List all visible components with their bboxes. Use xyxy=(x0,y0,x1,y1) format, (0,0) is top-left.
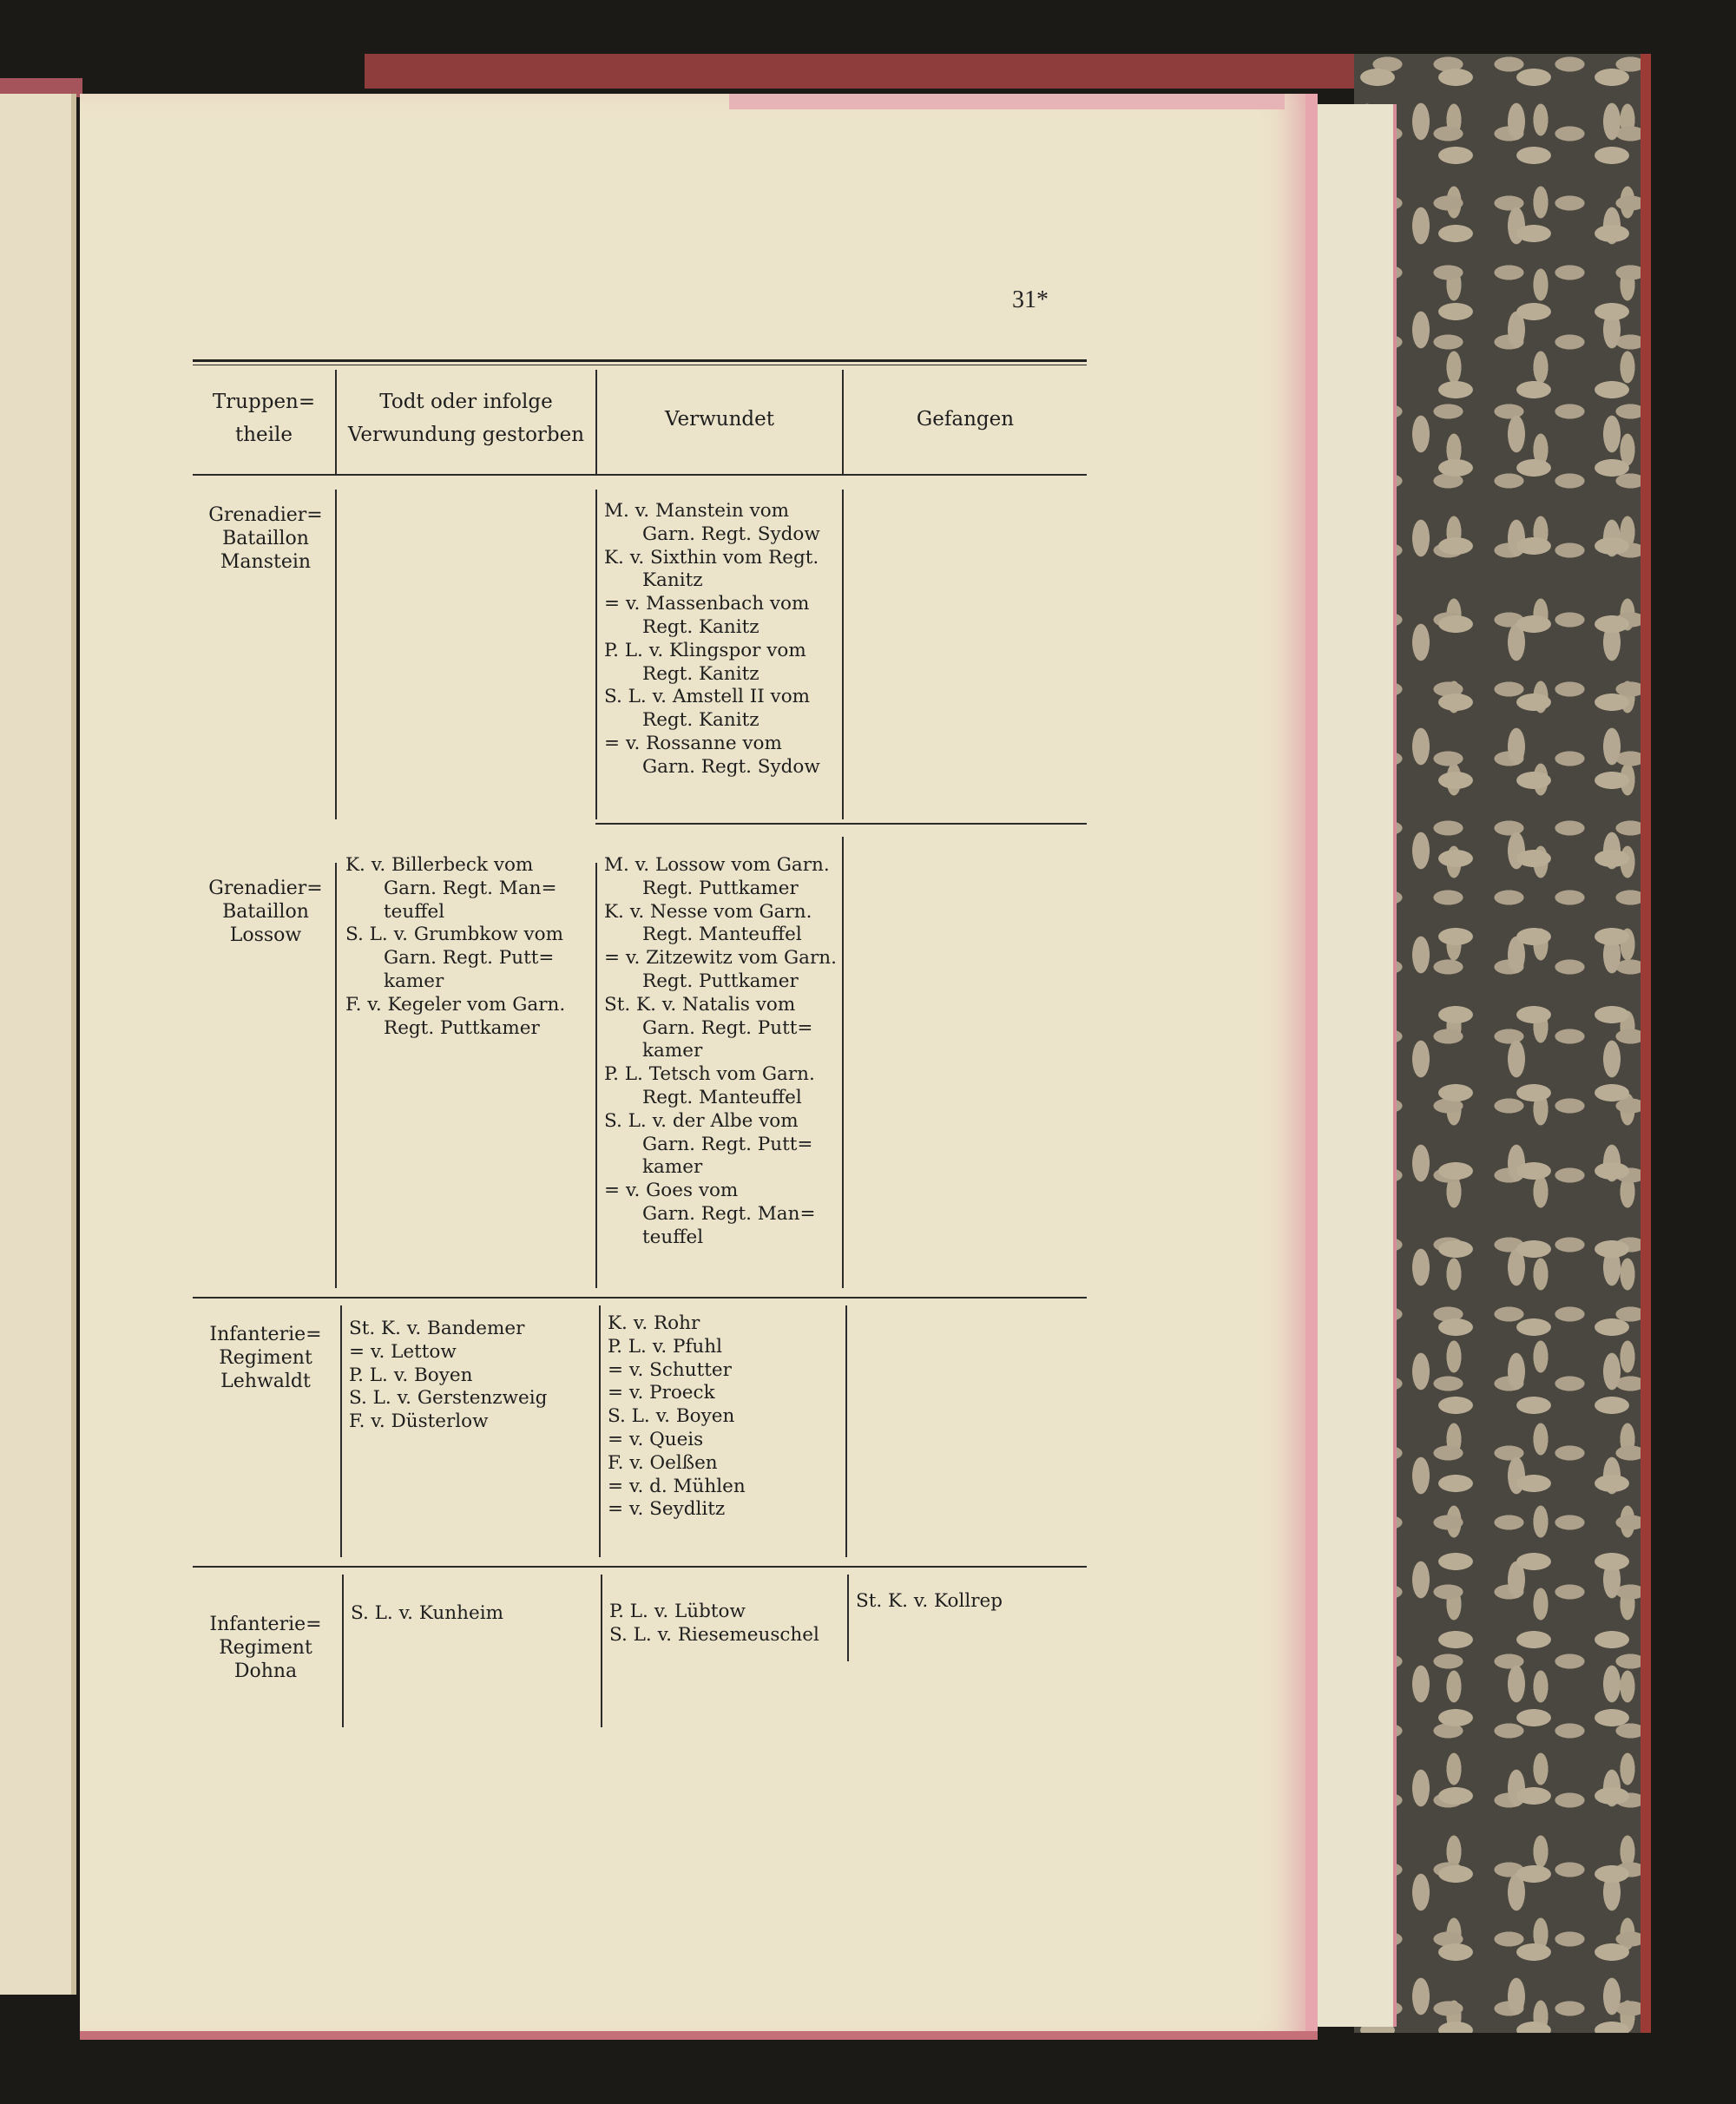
col-line-3-row-3 xyxy=(845,1305,847,1557)
col-line-2-row-3 xyxy=(599,1305,601,1557)
unit-cell: Infanterie= Regiment Lehwaldt xyxy=(209,1324,322,1392)
wounded-cell: M. v. Manstein vom Garn. Regt. Sydow K. v. Sixthin vom Regt. Kanitz = v. Massenbach vom Regt. Kanitz P. L. v. Klingspor vom Regt. Kanitz S. L. v. Amstell II vom Regt. Kanitz = v. Rossanne vom Garn. Regt. Sydow xyxy=(604,500,820,778)
col-line-3-row-1 xyxy=(842,490,844,819)
wounded-cell: K. v. Rohr P. L. v. Pfuhl = v. Schutter = v. Proeck S. L. v. Boyen = v. Queis F. v. Oelßen = v. d. Mühlen = v. Seydlitz xyxy=(608,1312,746,1521)
wounded-cell: M. v. Lossow vom Garn. Regt. Puttkamer K. v. Nesse vom Garn. Regt. Manteuffel = v. Zitzewitz vom Garn. Regt. Puttkamer St. K. v. Natalis vom Garn. Regt. Putt= kamer P. L. Tetsch vom Garn. Regt. Manteuffel S. L. v. der Albe vom Garn. Regt. Putt= kamer = v. Goes vom Garn. Regt. Man= teuffel xyxy=(604,854,837,1248)
col-line-1-row-3 xyxy=(340,1305,342,1557)
dead-cell: St. K. v. Bandemer = v. Lettow P. L. v. Boyen S. L. v. Gerstenzweig F. v. Düsterlow xyxy=(349,1318,548,1433)
casualty-table xyxy=(193,359,1087,1727)
left-page xyxy=(0,94,76,1995)
unit-cell: Grenadier= Bataillon Manstein xyxy=(208,504,323,573)
header-captured: Gefangen xyxy=(916,408,1015,431)
row-rule-3 xyxy=(193,1566,1087,1568)
book-cover-patterned xyxy=(1354,54,1651,2033)
col-line-2-row-2 xyxy=(595,863,597,1288)
col-line-2-row-4 xyxy=(601,1575,602,1727)
col-line-1-row-4 xyxy=(342,1575,344,1727)
captured-cell: St. K. v. Kollrep xyxy=(856,1590,1003,1612)
col-line-3-row-2 xyxy=(842,837,844,1288)
col-line-3-row-4 xyxy=(847,1575,849,1661)
page-red-edge-top xyxy=(729,94,1285,109)
col-line-2-row-1 xyxy=(595,490,597,819)
row-rule-2 xyxy=(193,1297,1087,1299)
header-rule xyxy=(193,474,1087,476)
header-wounded: Verwundet xyxy=(665,408,774,431)
table-top-rule xyxy=(193,359,1087,362)
dead-cell: S. L. v. Kunheim xyxy=(351,1602,503,1624)
header-dead: Todt oder infolge Verwundung gestorben xyxy=(347,391,585,446)
header-unit: Truppen= theile xyxy=(212,391,316,446)
wounded-cell: P. L. v. Lübtow S. L. v. Riesemeuschel xyxy=(609,1601,819,1646)
page-number: 31* xyxy=(1012,286,1049,313)
page-red-edge-bottom xyxy=(80,2031,1318,2040)
dead-cell: K. v. Billerbeck vom Garn. Regt. Man= teuffel S. L. v. Grumbkow vom Garn. Regt. Putt= kamer F. v. Kegeler vom Garn. Regt. Puttkamer xyxy=(345,854,566,1039)
unit-cell: Grenadier= Bataillon Lossow xyxy=(208,878,323,946)
row-rule-1 xyxy=(595,823,1087,825)
unit-cell: Infanterie= Regiment Dohna xyxy=(209,1614,322,1682)
